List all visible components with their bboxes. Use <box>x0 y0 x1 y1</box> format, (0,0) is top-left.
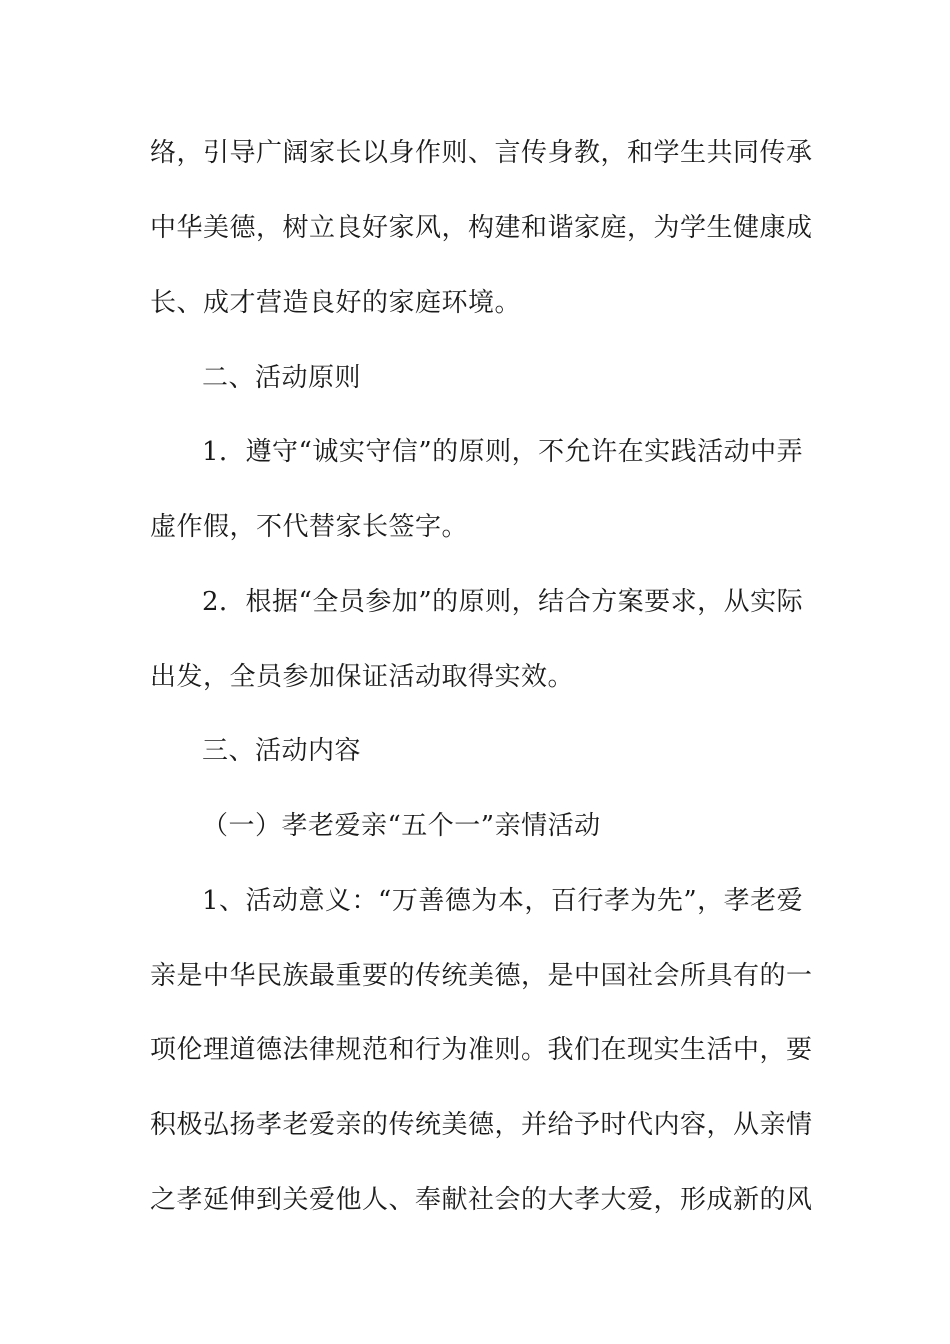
section-heading: 二、活动原则 <box>202 363 362 393</box>
paragraph-line: 亲是中华民族最重要的传统美德，是中国社会所具有的一 <box>150 961 813 991</box>
paragraph-line: 络，引导广阔家长以身作则、言传身教，和学生共同传承 <box>150 138 813 168</box>
paragraph-line: 项伦理道德法律规范和行为准则。我们在现实生活中，要 <box>150 1035 813 1065</box>
subsection-heading: （一）孝老爱亲“五个一”亲情活动 <box>202 811 601 841</box>
paragraph-line: 中华美德，树立良好家风，构建和谐家庭，为学生健康成 <box>150 213 813 243</box>
paragraph-line: 之孝延伸到关爱他人、奉献社会的大孝大爱，形成新的风 <box>150 1185 813 1215</box>
list-item-line: 出发，全员参加保证活动取得实效。 <box>150 662 575 692</box>
section-heading: 三、活动内容 <box>202 736 362 766</box>
paragraph-line: 1、活动意义：“万善德为本，百行孝为先”，孝老爱 <box>202 886 804 916</box>
list-item-line: 1．遵守“诚实守信”的原则，不允许在实践活动中弄 <box>202 437 804 467</box>
list-item-line: 虚作假，不代替家长签字。 <box>150 512 469 542</box>
paragraph-line: 长、成才营造良好的家庭环境。 <box>150 288 522 318</box>
list-item-line: 2．根据“全员参加”的原则，结合方案要求，从实际 <box>202 587 804 617</box>
paragraph-line: 积极弘扬孝老爱亲的传统美德，并给予时代内容，从亲情 <box>150 1110 813 1140</box>
